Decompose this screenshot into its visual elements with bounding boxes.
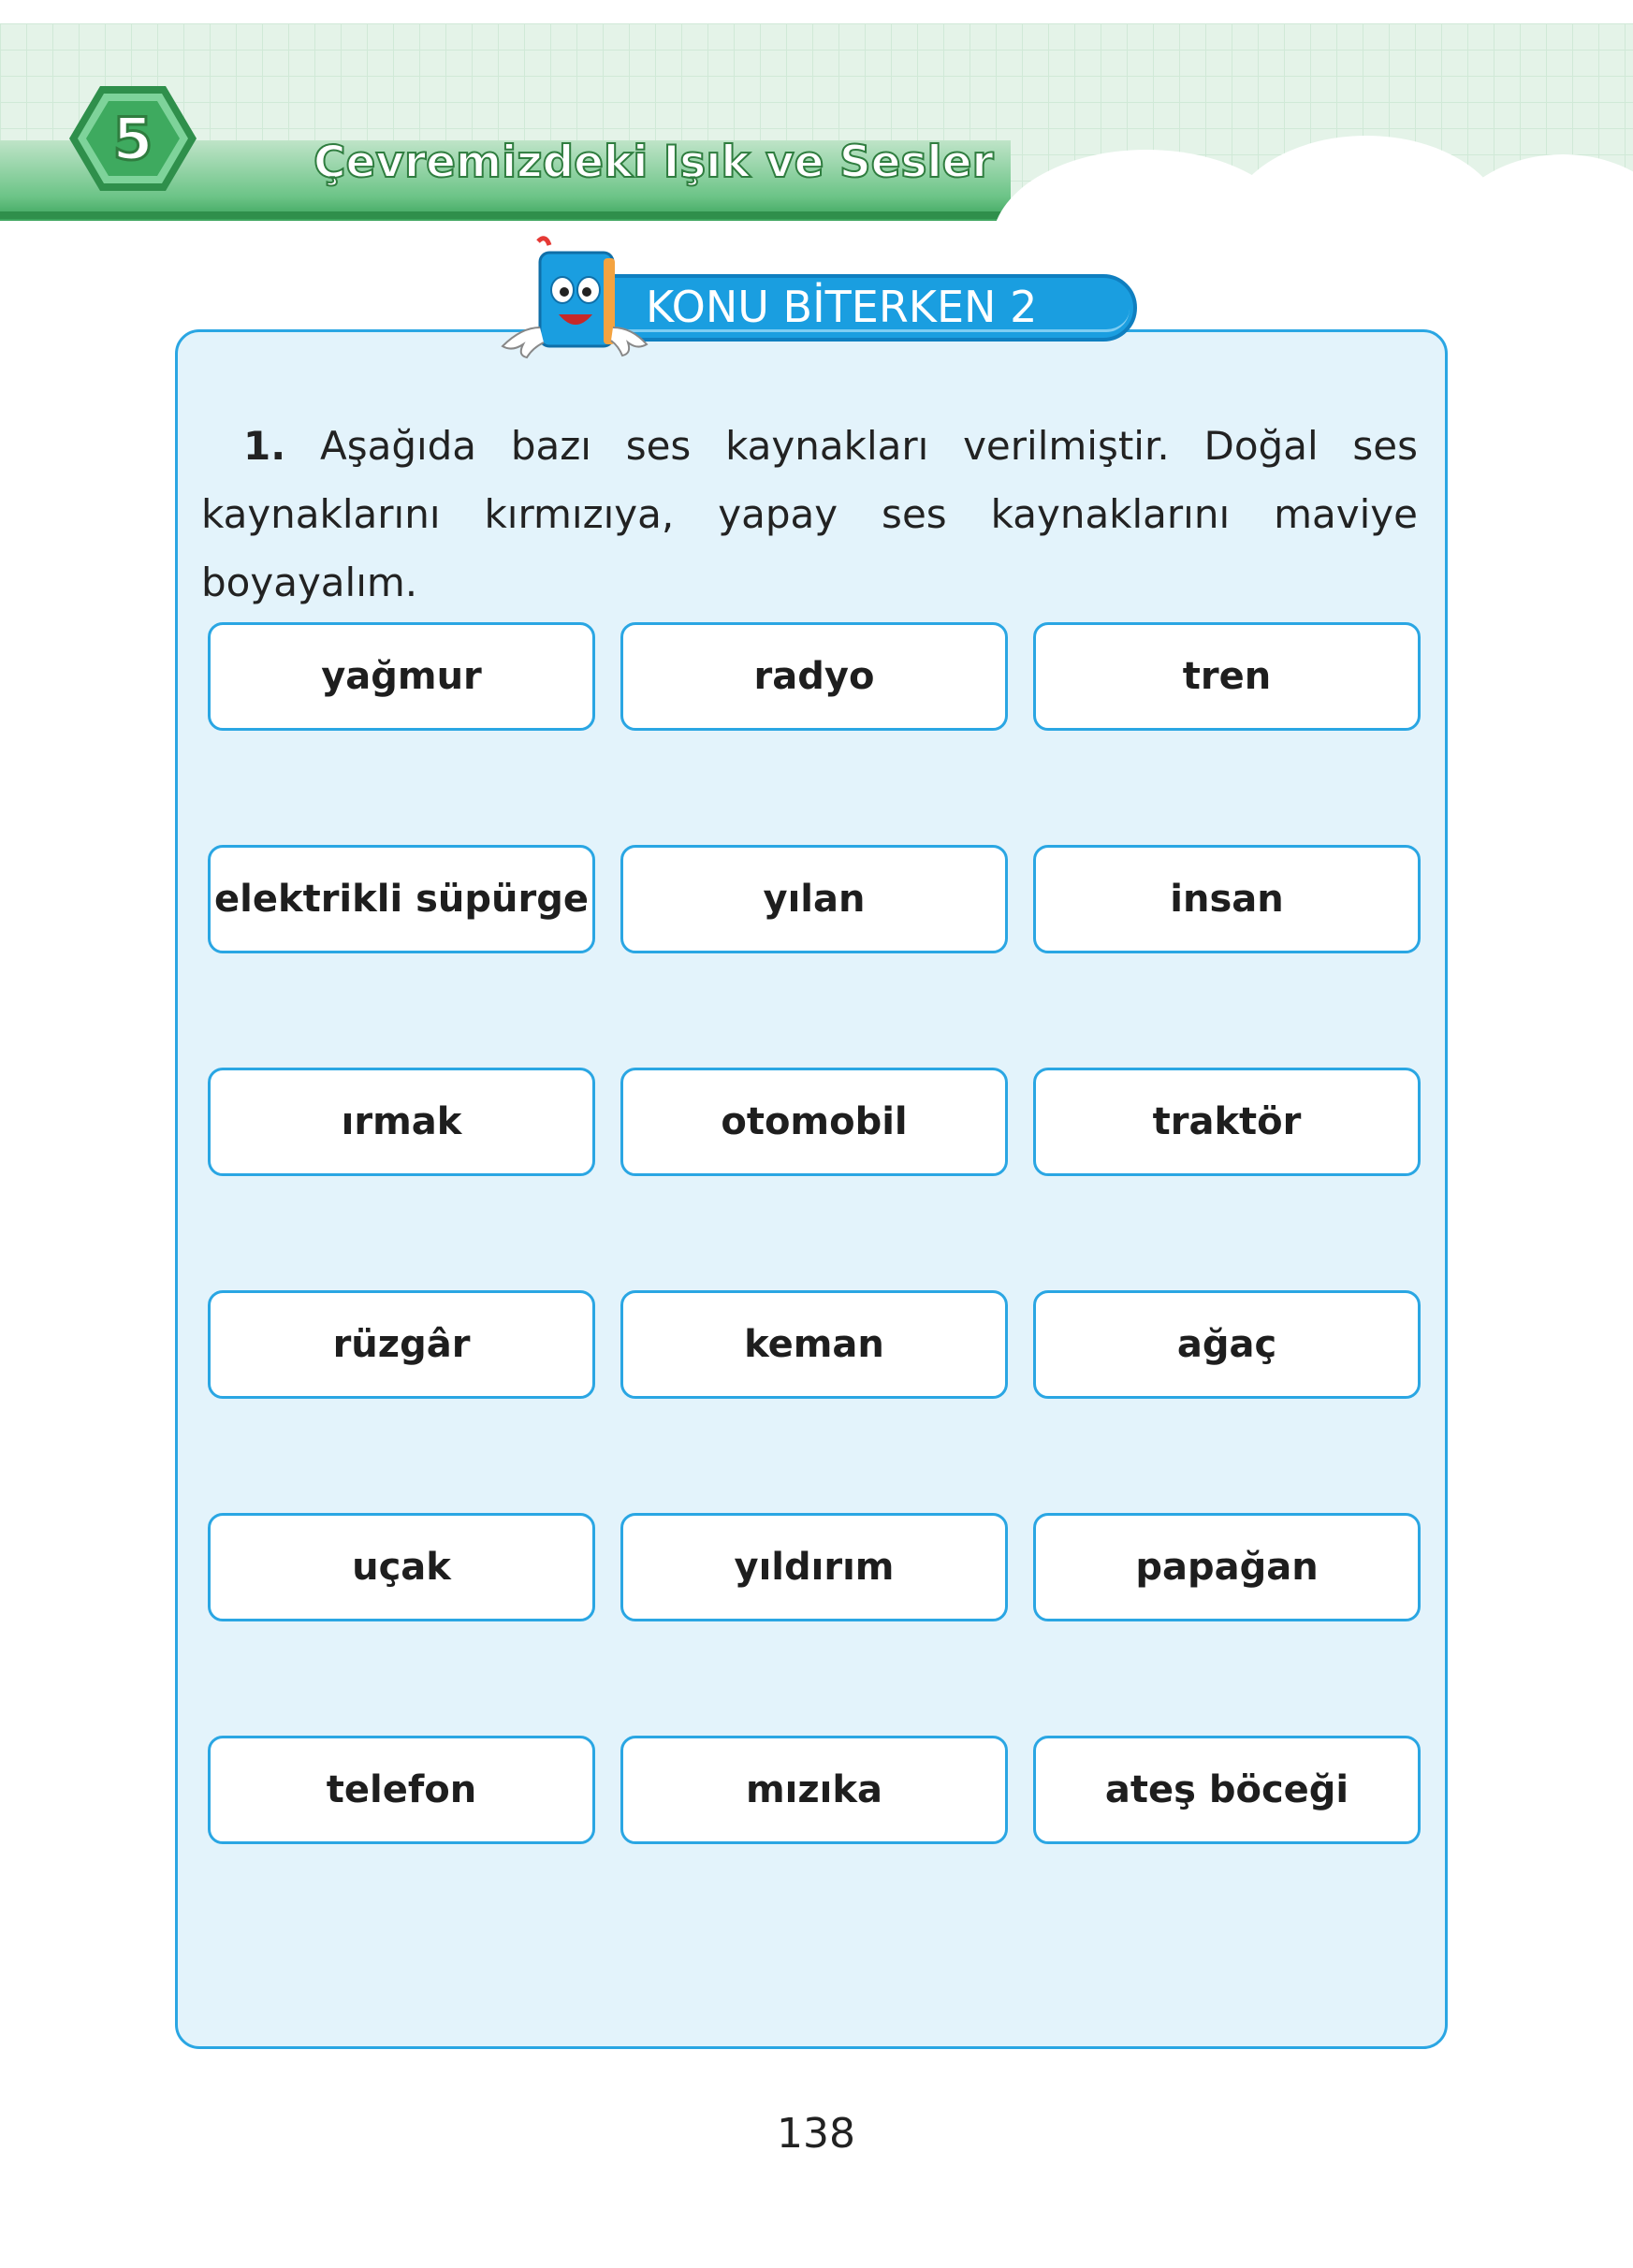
sound-card[interactable]: telefon (208, 1736, 595, 1844)
page-number: 138 (777, 2110, 855, 2158)
sound-card[interactable]: radyo (620, 622, 1008, 731)
question-instruction (201, 412, 1418, 617)
sound-source-grid (208, 622, 1421, 1844)
sound-card[interactable]: insan (1033, 845, 1421, 953)
sound-card[interactable]: keman (620, 1290, 1008, 1399)
header-underlay (0, 221, 1633, 258)
chapter-title: Çevremizdeki Işık ve Sesler (313, 137, 994, 188)
sound-card[interactable]: yıldırım (620, 1513, 1008, 1621)
sound-card[interactable]: ağaç (1033, 1290, 1421, 1399)
sound-card[interactable]: yılan (620, 845, 1008, 953)
chapter-number: 5 (112, 104, 153, 173)
sound-card[interactable]: mızıka (620, 1736, 1008, 1844)
header-stripe-line (0, 211, 1006, 219)
sound-card[interactable]: elektrikli süpürge (208, 845, 595, 953)
sound-card[interactable]: uçak (208, 1513, 595, 1621)
question-text: Aşağıda bazı ses kaynakları verilmiştir. Doğal ses kaynaklarını kırmızıya, yapay ses kaynaklarını maviye boyayalım. (201, 423, 1418, 605)
section-title: KONU BİTERKEN 2 (646, 282, 1038, 332)
header-clouds (973, 112, 1633, 234)
sound-card[interactable]: otomobil (620, 1068, 1008, 1176)
sound-card[interactable]: yağmur (208, 622, 595, 731)
sound-card[interactable]: rüzgâr (208, 1290, 595, 1399)
sound-card[interactable]: ırmak (208, 1068, 595, 1176)
question-number: 1. (243, 423, 286, 469)
sound-card[interactable]: ateş böceği (1033, 1736, 1421, 1844)
book-mascot-icon (482, 234, 650, 365)
sound-card[interactable]: papağan (1033, 1513, 1421, 1621)
sound-card[interactable]: tren (1033, 622, 1421, 731)
sound-card[interactable]: traktör (1033, 1068, 1421, 1176)
